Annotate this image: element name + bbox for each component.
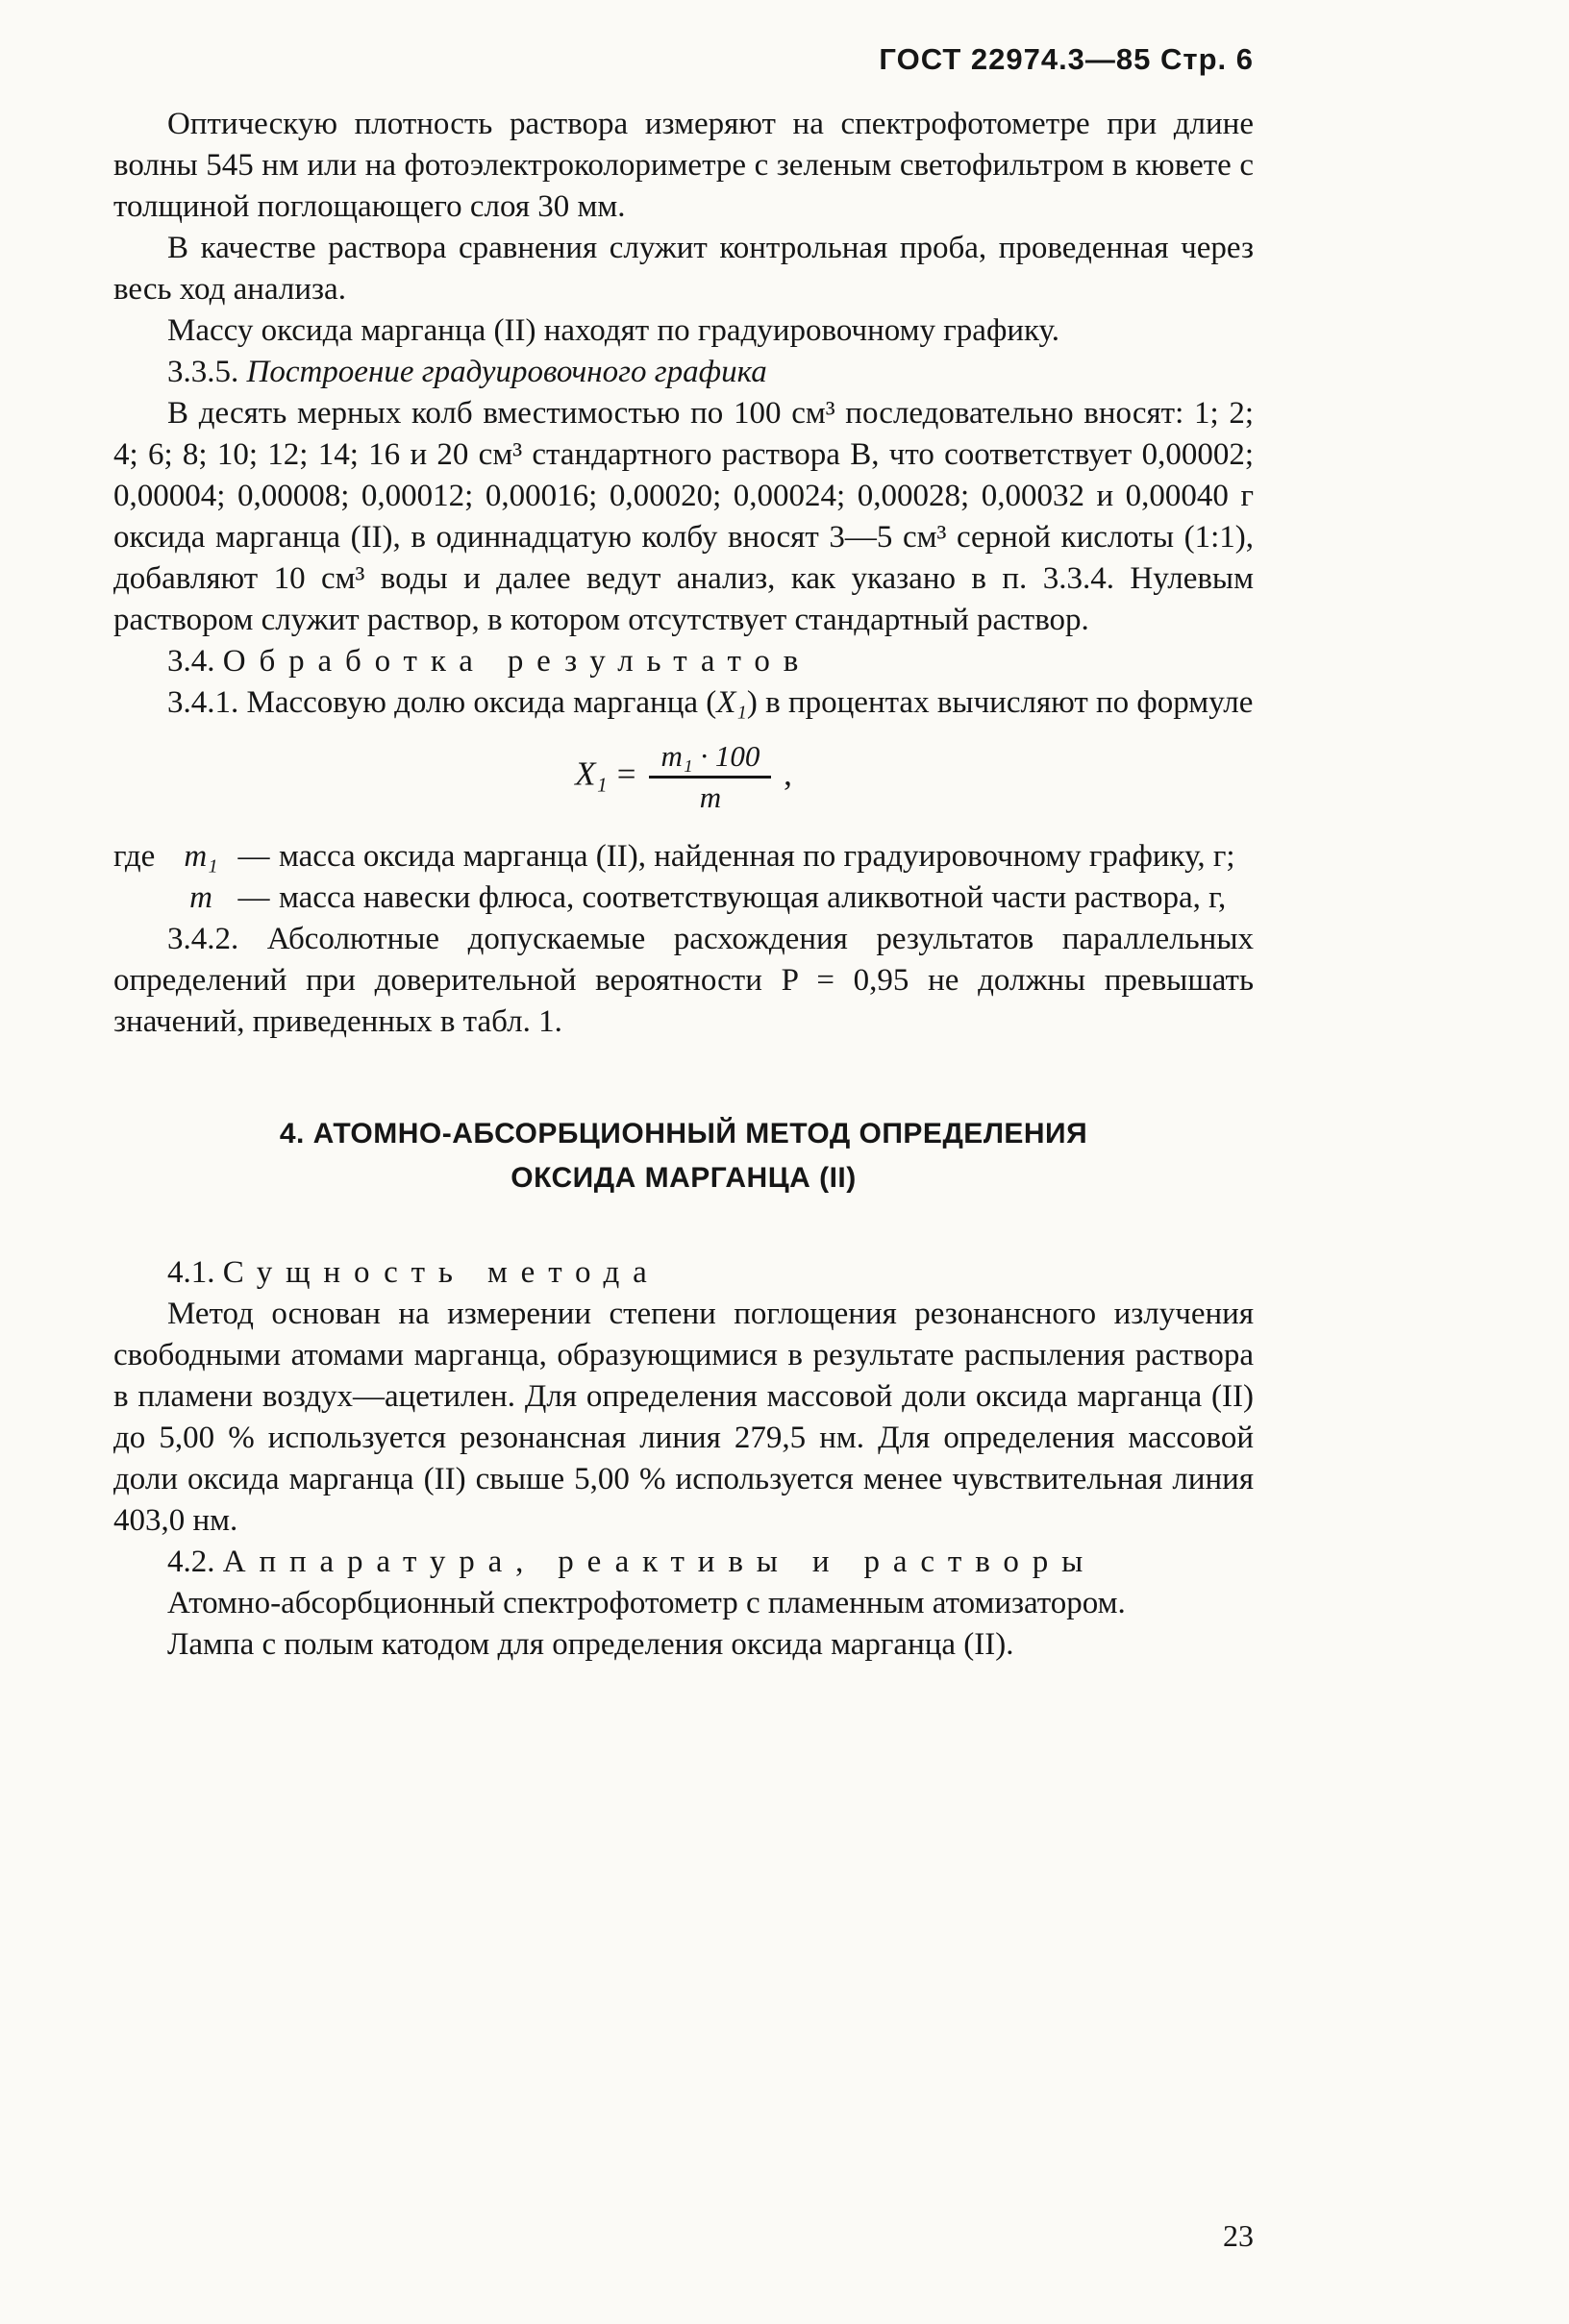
running-header <box>113 42 1254 77</box>
fraction <box>649 739 771 815</box>
subsection-number: 4.2. <box>167 1545 215 1579</box>
running-header-text: ГОСТ 22974.3—85 Стр. 6 <box>879 42 1254 76</box>
paragraph-342: 3.4.2. Абсолютные допускаемые расхождения результатов параллельных определений при доверительной вероятности P = 0,95 не должны превышать значений, приведенных в табл. 1. <box>113 922 1254 1039</box>
subsection-title: Аппаратура, реактивы и растворы <box>222 1545 1097 1579</box>
subsection-heading-34 <box>113 641 1254 682</box>
subsection-heading-42 <box>113 1542 1254 1583</box>
subsection-heading-335 <box>113 352 1254 393</box>
definition-intro: где <box>113 839 156 874</box>
section-heading-line2: ОКСИДА МАРГАНЦА (II) <box>511 1162 857 1194</box>
paragraph-341 <box>113 682 1254 724</box>
subsection-number: 4.1. <box>167 1255 215 1290</box>
definition-row <box>113 836 1254 878</box>
formula-comma: , <box>784 754 792 793</box>
paragraph-reference-solution: В качестве раствора сравнения служит контрольная проба, проведенная через весь ход анализа. <box>113 231 1254 307</box>
section-heading-4 <box>113 1112 1254 1200</box>
paragraph-341-lead: 3.4.1. Массовую долю оксида марганца ( <box>167 685 717 720</box>
definition-dash: — <box>237 839 270 874</box>
subsection-title: Сущность метода <box>222 1255 660 1290</box>
subsection-number: 3.4. <box>167 644 215 679</box>
definition-text: масса навески флюса, соответствующая аликвотной части раствора, г, <box>279 880 1227 915</box>
subsection-title: Обработка результатов <box>222 644 812 679</box>
paragraph-optical-density: Оптическую плотность раствора измеряют на спектрофотометре при длине волны 545 нм или на фотоэлектроколориметре с зеленым светофильтром в кювете с толщиной поглощающего слоя 30 мм. <box>113 107 1254 224</box>
paragraph-341-tail: ) в процентах вычисляют по формуле <box>746 685 1254 720</box>
page-number: 23 <box>1223 2218 1254 2253</box>
paragraph-calibration: В десять мерных колб вместимостью по 100 см³ последовательно вносят: 1; 2; 4; 6; 8; 10; 12; 14; 16 и 20 см³ стандартного раствора В, что соответствует 0,00002; 0,00004; 0,00008; 0,00012; 0,00016; 0,00020; 0,00024; 0,00028; 0,00032 и 0,00040 г оксида марганца (II), в одиннадцатую колбу вносят 3—5 см³ серной кислоты (1:1), добавляют 10 см³ воды и далее ведут анализ, как указано в п. 3.3.4. Нулевым раствором служит раствор, в котором отсутствует стандартный раствор. <box>113 396 1254 637</box>
definition-term: m₁ <box>184 839 218 874</box>
variable-x1: X₁ <box>716 685 747 720</box>
subsection-heading-41 <box>113 1252 1254 1294</box>
paragraph-spectrophotometer: Атомно-абсорбционный спектрофотометр с пламенным атомизатором. <box>167 1586 1126 1620</box>
formula-lhs: X₁ <box>575 754 608 793</box>
definition-term: m <box>189 880 212 915</box>
definition-dash: — <box>237 880 270 915</box>
paragraph-method-essence: Метод основан на измерении степени поглощения резонансного излучения свободными атомами марганца, образующимися в результате распыления раствора в пламени воздух—ацетилен. Для определения массовой доли оксида марганца (II) до 5,00 % используется резонансная линия 279,5 нм. Для определения массовой доли оксида марганца (II) свыше 5,00 % используется менее чувствительная линия 403,0 нм. <box>113 1297 1254 1538</box>
fraction-denominator: m <box>699 780 722 814</box>
document-body <box>113 104 1254 1666</box>
formula <box>113 739 1254 815</box>
definition-row <box>113 878 1254 919</box>
subsection-number: 3.3.5. <box>167 355 239 389</box>
section-heading-line1: 4. АТОМНО-АБСОРБЦИОННЫЙ МЕТОД ОПРЕДЕЛЕНИЯ <box>279 1118 1088 1150</box>
paragraph-mass-graph: Массу оксида марганца (II) находят по градуировочному графику. <box>167 313 1059 348</box>
definition-text: масса оксида марганца (II), найденная по градуировочному графику, г; <box>279 839 1235 874</box>
subsection-title: Построение градуировочного графика <box>246 355 767 389</box>
paragraph-lamp: Лампа с полым катодом для определения оксида марганца (II). <box>167 1627 1014 1662</box>
fraction-numerator: m₁ · 100 <box>649 739 771 779</box>
formula-equals: = <box>616 754 636 793</box>
